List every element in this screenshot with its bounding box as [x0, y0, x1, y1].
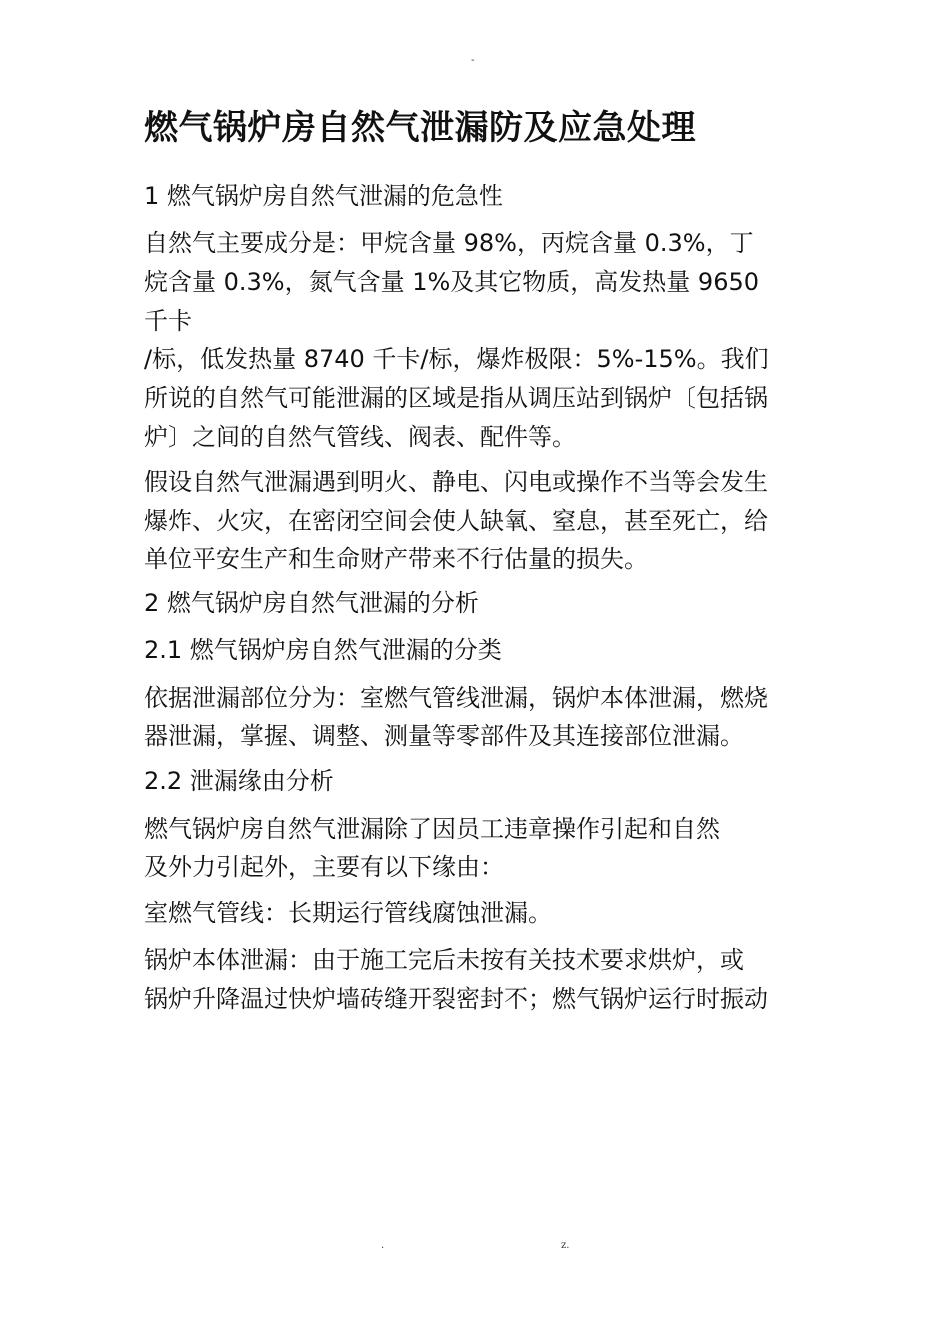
section-heading-2-1: 2.1 燃气锅炉房自然气泄漏的分类: [144, 636, 502, 664]
paragraph-line: 假设自然气泄漏遇到明火、静电、闪电或操作不当等会发生: [144, 468, 768, 496]
paragraph-line: 单位平安生产和生命财产带来不行估量的损失。: [144, 545, 648, 573]
paragraph-line: 室燃气管线：长期运行管线腐蚀泄漏。: [144, 899, 552, 927]
paragraph-line: /标，低发热量 8740 千卡/标，爆炸极限：5%-15%。我们: [144, 345, 769, 373]
paragraph-line: 炉〕之间的自然气管线、阀表、配件等。: [144, 423, 576, 451]
paragraph-line: 燃气锅炉房自然气泄漏除了因员工违章操作引起和自然: [144, 815, 720, 843]
header-mark: -: [471, 55, 475, 66]
paragraph-line: 锅炉升降温过快炉墙砖缝开裂密封不；燃气锅炉运行时振动: [144, 985, 768, 1013]
section-heading-1: 1 燃气锅炉房自然气泄漏的危急性: [144, 182, 503, 210]
paragraph-line: 及外力引起外，主要有以下缘由：: [144, 853, 504, 881]
paragraph-line: 爆炸、火灾，在密闭空间会使人缺氧、窒息，甚至死亡，给: [144, 507, 768, 535]
paragraph-line: 依据泄漏部位分为：室燃气管线泄漏，锅炉本体泄漏，燃烧: [144, 684, 768, 712]
footer-right-mark: z.: [561, 1240, 570, 1251]
paragraph-line: 锅炉本体泄漏：由于施工完后未按有关技术要求烘炉，或: [144, 946, 744, 974]
paragraph-line: 烷含量 0.3%，氮气含量 1%及其它物质，高发热量 9650: [144, 268, 760, 296]
section-heading-2: 2 燃气锅炉房自然气泄漏的分析: [144, 589, 479, 617]
section-heading-2-2: 2.2 泄漏缘由分析: [144, 767, 334, 795]
paragraph-line: 自然气主要成分是：甲烷含量 98%，丙烷含量 0.3%，丁: [144, 229, 754, 257]
paragraph-line: 器泄漏，掌握、调整、测量等零部件及其连接部位泄漏。: [144, 722, 744, 750]
footer-left-mark: .: [381, 1240, 385, 1251]
paragraph-line: 所说的自然气可能泄漏的区域是指从调压站到锅炉〔包括锅: [144, 384, 768, 412]
paragraph-line: 千卡: [144, 307, 192, 335]
document-title: 燃气锅炉房自然气泄漏防及应急处理: [144, 108, 696, 148]
